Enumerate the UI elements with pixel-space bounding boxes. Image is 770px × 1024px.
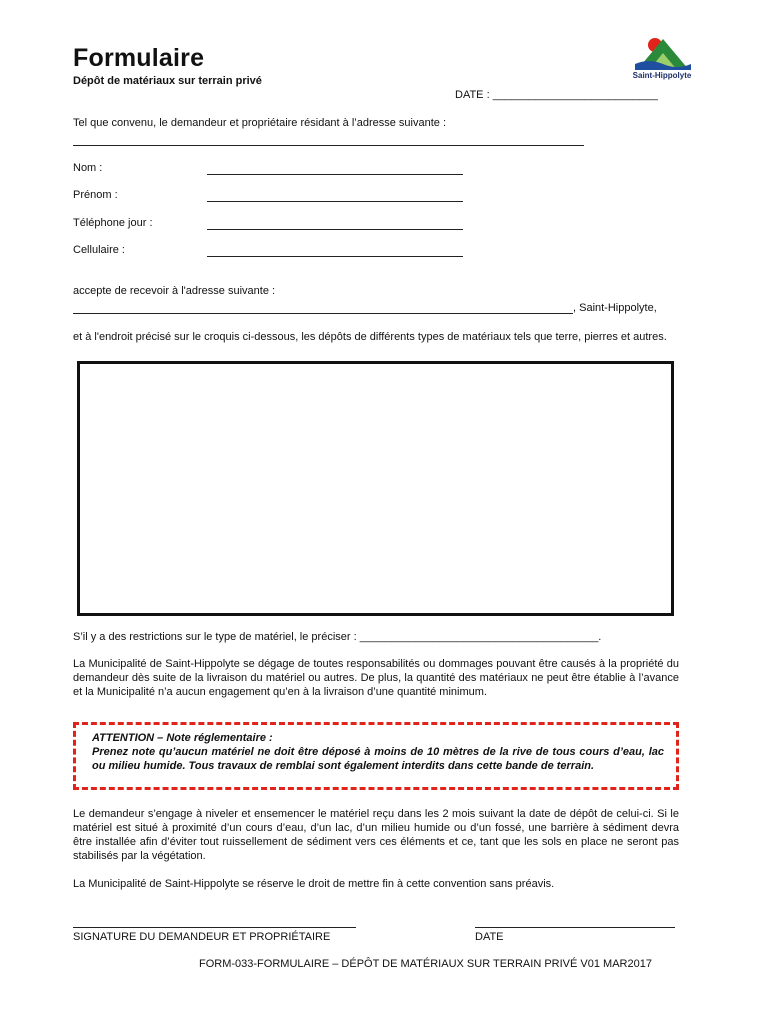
municipality-logo [627, 36, 697, 86]
attention-heading: ATTENTION – Note réglementaire : [92, 732, 273, 744]
signature-label: SIGNATURE DU DEMANDEUR ET PROPRIÉTAIRE [73, 931, 331, 943]
intro-text: Tel que convenu, le demandeur et propriétaire résidant à l’adresse suivante : [73, 117, 447, 129]
field-label-telephone: Téléphone jour : [73, 217, 153, 229]
sketch-area[interactable] [77, 361, 674, 616]
field-label-prenom: Prénom : [73, 189, 118, 201]
signature-date-label: DATE [475, 931, 504, 943]
form-footer: FORM-033-FORMULAIRE – DÉPÔT DE MATÉRIAUX SUR TERRAIN PRIVÉ V01 MAR2017 [199, 958, 652, 970]
delivery-address-line[interactable] [73, 313, 573, 314]
prenom-input-line[interactable] [207, 201, 463, 202]
sketch-intro-text: et à l'endroit précisé sur le croquis ci-dessous, les dépôts de différents types de matériaux tels que terre, pierres et autres. [73, 331, 667, 343]
signature-date-line[interactable] [475, 927, 675, 928]
field-label-nom: Nom : [73, 162, 103, 174]
commitment-paragraph: Le demandeur s’engage à niveler et ensemencer le matériel reçu dans les 2 mois suivant la date de dépôt de celui-ci. Si le matériel est situé à proximité d’un cours d’eau, d’un lac, d’un milieu humide ou d’un fossé, une barrière à sédiment devra être installée afin d’éviter tout ruissellement de sédiment vers ces éléments et ce, tant que les sols en place ne seront pas stabilisés par la végétation. [73, 808, 679, 862]
attention-notice [73, 722, 679, 790]
nom-input-line[interactable] [207, 174, 463, 175]
form-title: Formulaire [73, 44, 205, 72]
date-field[interactable]: DATE : ___________________________ [455, 89, 658, 101]
liability-paragraph: La Municipalité de Saint-Hippolyte se dégage de toutes responsabilités ou dommages pouvant être causés à la propriété du demandeur dès suite de la livraison du matériel ou autres. De plus, la quantité des matériaux ne peut être établie à l’avance et la Municipalité n’a aucun engagement qu’en à la livraison d’une quantité minimum. [73, 658, 679, 698]
form-subtitle: Dépôt de matériaux sur terrain privé [73, 75, 262, 87]
logo-text: Saint-Hippolyte [632, 71, 692, 80]
city-suffix: , Saint-Hippolyte, [573, 302, 657, 314]
field-label-cellulaire: Cellulaire : [73, 244, 125, 256]
address-line[interactable] [73, 145, 584, 146]
restrictions-text[interactable]: S’il y a des restrictions sur le type de matériel, le préciser : _______________________________________. [73, 631, 602, 643]
telephone-input-line[interactable] [207, 229, 463, 230]
cellulaire-input-line[interactable] [207, 256, 463, 257]
attention-body: Prenez note qu’aucun matériel ne doit être déposé à moins de 10 mètres de la rive de tous cours d’eau, lac ou milieu humide. Tous travaux de remblai sont également interdits dans cette bande de terrain. [92, 746, 664, 772]
accept-label: accepte de recevoir à l'adresse suivante : [73, 285, 276, 297]
termination-text: La Municipalité de Saint-Hippolyte se réserve le droit de mettre fin à cette convention sans préavis. [73, 878, 555, 890]
signature-line[interactable] [73, 927, 356, 928]
